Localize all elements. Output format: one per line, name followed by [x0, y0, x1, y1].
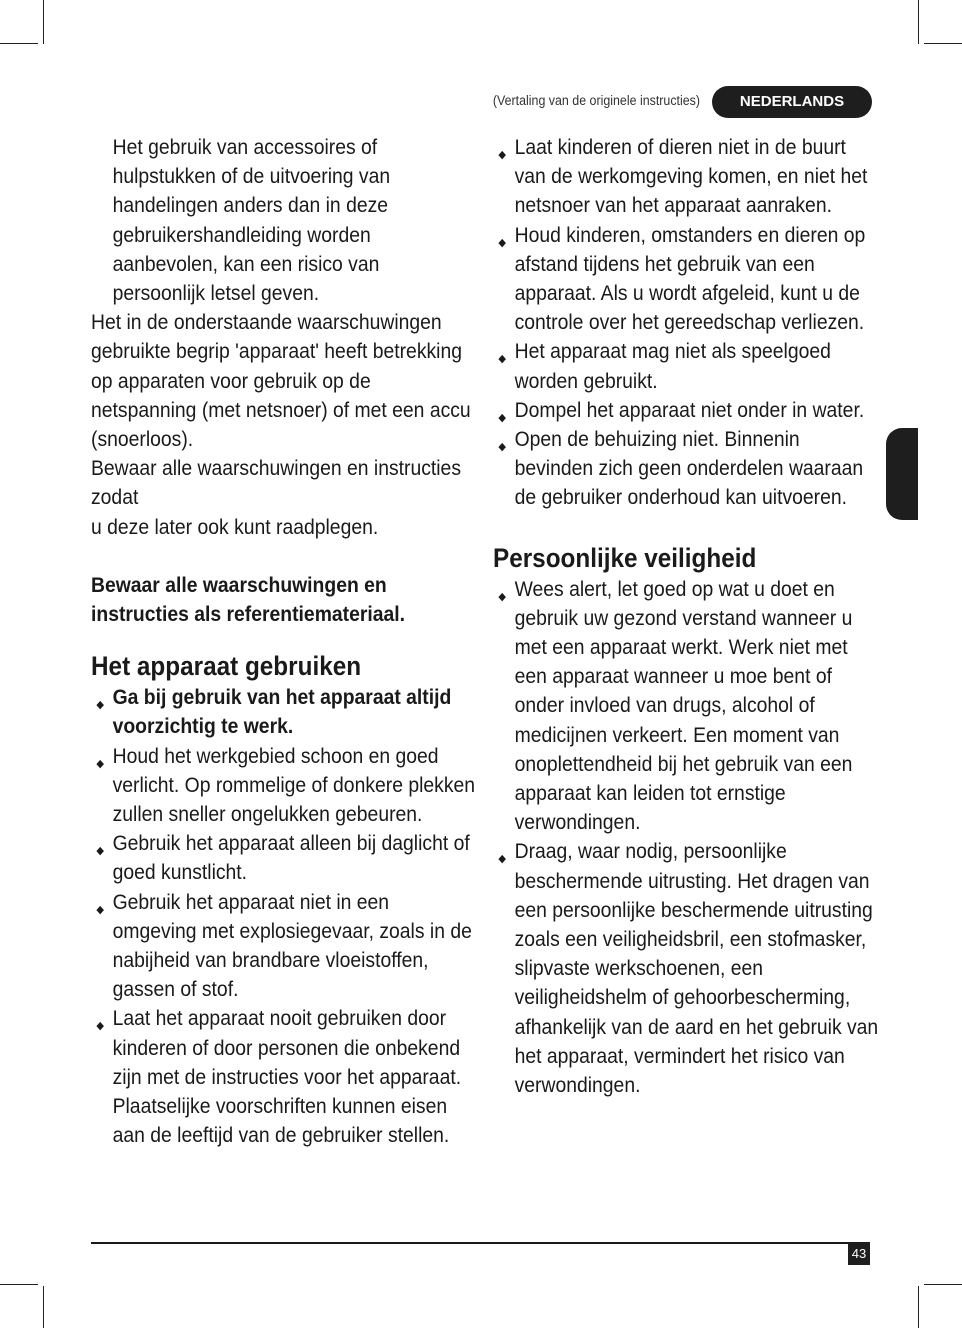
text-line: handelingen anders dan in deze	[112, 193, 389, 218]
list-item: ◆ Open de behuizing niet. Binnenin bevinden zich geen onderdelen waaraan de gebruiker onderhoud kan uitvoeren.	[498, 427, 864, 510]
text-line: aanbevolen, kan een risico van	[112, 251, 380, 276]
text-line: hulpstukken of de uitvoering van	[112, 164, 391, 189]
crop-mark	[43, 0, 44, 44]
diamond-bullet-icon: ◆	[498, 149, 507, 161]
diamond-bullet-icon: ◆	[96, 903, 105, 916]
crop-mark	[924, 1284, 962, 1285]
diamond-bullet-icon: ◆	[498, 353, 507, 366]
reference-note: Bewaar alle waarschuwingen en instructies als referentiemateriaal.	[91, 572, 406, 627]
page-number: 43	[848, 1243, 870, 1265]
section-tab	[886, 428, 918, 520]
crop-mark	[924, 43, 962, 44]
diamond-bullet-icon: ◆	[96, 845, 105, 858]
list-item: ◆ Gebruik het apparaat alleen bij daglicht of goed kunstlicht.	[96, 831, 470, 885]
crop-mark	[0, 43, 38, 44]
list-item: ◆ Het apparaat mag niet als speelgoed worden gebruikt.	[498, 339, 831, 393]
diamond-bullet-icon: ◆	[498, 441, 507, 454]
diamond-bullet-icon: ◆	[498, 236, 507, 249]
diamond-bullet-icon: ◆	[498, 411, 507, 424]
language-badge: NEDERLANDS	[712, 86, 872, 118]
usage-list	[91, 683, 475, 1150]
list-item: ◆ Draag, waar nodig, persoonlijke beschermende uitrusting. Het dragen van een persoonlijke beschermende uitrusting zoals een veiligheidsbril, een stofmasker, slipvaste werkschoenen, een veiligheidshelm of gehoorbescherming, afhankelijk van de aard en het gebruik van het apparaat, vermindert het risico van verwondingen.	[498, 839, 879, 1098]
crop-mark	[43, 1286, 44, 1328]
section-heading-personal-safety: Persoonlijke veiligheid	[493, 542, 757, 573]
text-line: gebruikershandleiding worden	[112, 222, 371, 247]
list-item: ◆ Ga bij gebruik van het apparaat altijd voorzichtig te werk.	[96, 685, 452, 739]
diamond-bullet-icon: ◆	[498, 590, 507, 603]
keep-instructions-paragraph-cont: u deze later ook kunt raadplegen.	[91, 514, 379, 539]
translation-note: (Vertaling van de originele instructies)	[492, 93, 700, 108]
crop-mark	[918, 1286, 919, 1328]
diamond-bullet-icon: ◆	[96, 699, 105, 712]
list-item: ◆ Wees alert, let goed op wat u doet en gebruik uw gezond verstand wanneer u met een apparaat werkt. Werk niet met een apparaat wanneer u moe bent of onder invloed van drugs, alcohol of medicijnen verkeert. Een moment van onoplettendheid bij het gebruik van een apparaat kan leiden tot ernstige verwondingen.	[498, 576, 853, 835]
definition-paragraph: Het in de onderstaande waarschuwingen gebruikte begrip 'apparaat' heeft betrekking op apparaten voor gebruik op de netspanning (met netsnoer) of met een accu (snoerloos).	[91, 310, 471, 452]
list-item: ◆ Gebruik het apparaat niet in een omgeving met explosiegevaar, zoals in de nabijheid van brandbare vloeistoffen, gassen of stof.	[96, 889, 472, 1002]
diamond-bullet-icon: ◆	[498, 853, 507, 866]
list-item: ◆ Laat het apparaat nooit gebruiken door kinderen of door personen die onbekend zijn met de instructies voor het apparaat. Plaatselijke voorschriften kunnen eisen aan de leeftijd van de gebruiker stellen.	[96, 1006, 462, 1148]
diamond-bullet-icon: ◆	[96, 757, 105, 770]
crop-mark	[918, 0, 919, 44]
list-item: ◆ Houd het werkgebied schoon en goed verlicht. Op rommelige of donkere plekken zullen sneller ongelukken gebeuren.	[96, 743, 476, 827]
list-item: ◆ Dompel het apparaat niet onder in water.	[493, 396, 879, 425]
keep-instructions-paragraph: Bewaar alle waarschuwingen en instructies zodat	[91, 456, 461, 510]
footer-divider	[91, 1242, 870, 1244]
text-line: persoonlijk letsel geven.	[112, 281, 320, 306]
text-line: Het gebruik van accessoires of	[112, 135, 378, 159]
environment-list	[493, 133, 879, 513]
section-heading-usage: Het apparaat gebruiken	[91, 651, 362, 682]
right-column	[493, 133, 879, 1100]
left-column	[91, 133, 475, 1151]
crop-mark	[0, 1284, 38, 1285]
personal-safety-list	[493, 575, 879, 1101]
list-item: ◆ Laat kinderen of dieren niet in de buurt van de werkomgeving komen, en niet het netsnoer van het apparaat aanraken.	[498, 135, 868, 218]
accessory-warning	[91, 133, 475, 308]
list-item: ◆ Houd kinderen, omstanders en dieren op afstand tijdens het gebruik van een apparaat. Als u wordt afgeleid, kunt u de controle over het gereedschap verliezen.	[498, 222, 866, 335]
diamond-bullet-icon: ◆	[96, 1020, 105, 1033]
